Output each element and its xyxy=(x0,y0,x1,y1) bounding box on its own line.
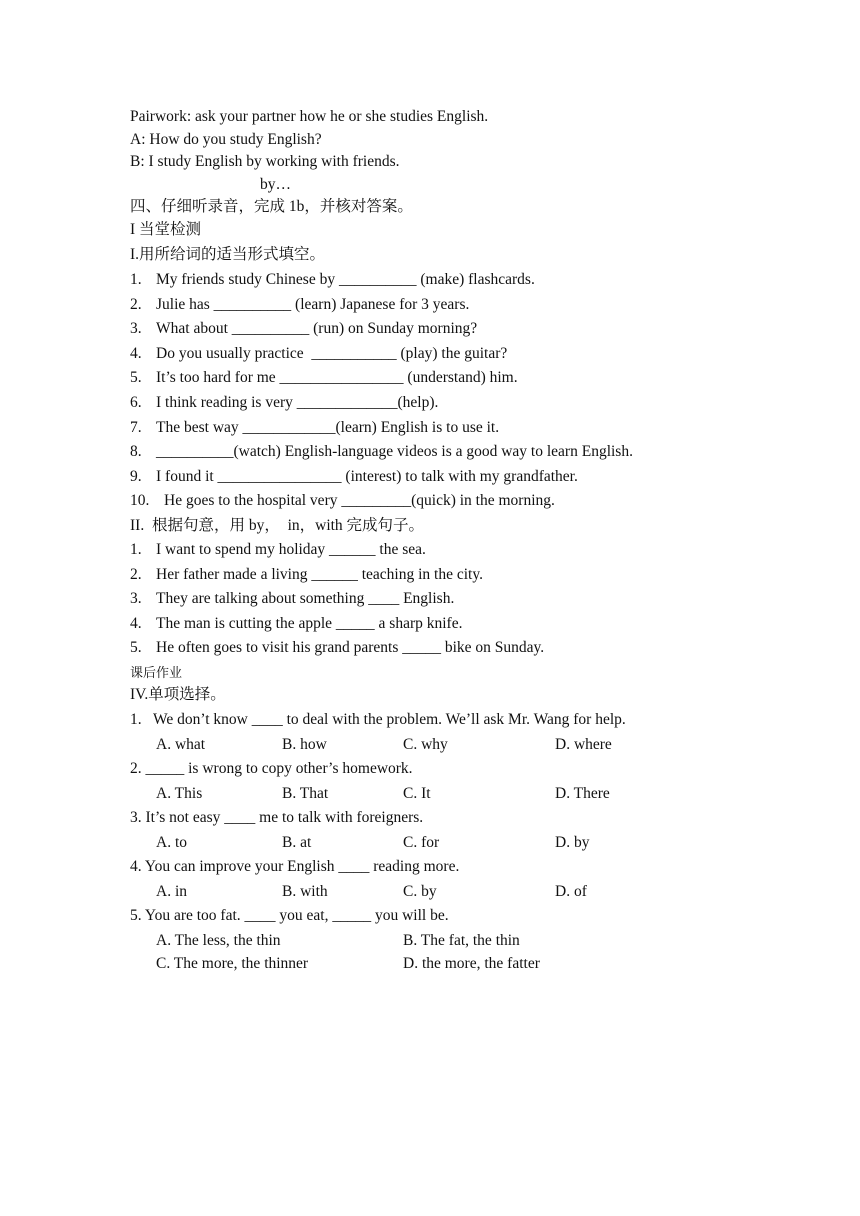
option-c: C. It xyxy=(403,785,431,802)
question-stem: 1. We don’t know ____ to deal with the problem. We’ll ask Mr. Wang for help. xyxy=(130,711,626,728)
option-d: D. where xyxy=(555,736,612,753)
part2-title: II. 根据句意，用 by， in，with 完成句子。 xyxy=(130,517,425,534)
question-stem: 3. It’s not easy ____ me to talk with foreigners. xyxy=(130,809,424,826)
item-number: 5. xyxy=(130,369,142,386)
question-stem: 4. You can improve your English ____ reading more. xyxy=(130,858,460,875)
option-c: C. by xyxy=(403,883,437,900)
in-class-check-heading: I 当堂检测 xyxy=(130,221,202,238)
option-d: D. of xyxy=(555,883,587,900)
section-four-heading: 四、仔细听录音，完成 1b，并核对答案。 xyxy=(130,198,413,215)
list-item: Her father made a living ______ teaching in the city. xyxy=(156,566,483,583)
item-number: 4. xyxy=(130,615,142,632)
option-c: C. The more, the thinner xyxy=(156,955,309,972)
option-b: B. The fat, the thin xyxy=(403,932,520,949)
option-d: D. the more, the fatter xyxy=(403,955,540,972)
list-item: They are talking about something ____ English. xyxy=(156,590,455,607)
item-number: 4. xyxy=(130,345,142,362)
homework-label: 课后作业 xyxy=(130,665,183,680)
item-number: 3. xyxy=(130,590,142,607)
dialogue-line-a: A: How do you study English? xyxy=(130,131,322,148)
item-number: 8. xyxy=(130,443,142,460)
list-item: He often goes to visit his grand parents _____ bike on Sunday. xyxy=(156,639,545,656)
item-number: 3. xyxy=(130,320,142,337)
item-number: 2. xyxy=(130,296,142,313)
option-a: A. The less, the thin xyxy=(156,932,281,949)
list-item: Julie has __________ (learn) Japanese for 3 years. xyxy=(156,296,470,313)
list-item: What about __________ (run) on Sunday morning? xyxy=(156,320,478,337)
part1-title: I.用所给词的适当形式填空。 xyxy=(130,246,326,263)
list-item: __________(watch) English-language videos is a good way to learn English. xyxy=(156,443,633,460)
item-number: 1. xyxy=(130,271,142,288)
option-c: C. for xyxy=(403,834,440,851)
item-number: 7. xyxy=(130,419,142,436)
option-b: B. with xyxy=(282,883,328,900)
list-item: It’s too hard for me ________________ (understand) him. xyxy=(156,369,518,386)
option-d: D. There xyxy=(555,785,610,802)
list-item: I want to spend my holiday ______ the sea. xyxy=(156,541,426,558)
option-a: A. what xyxy=(156,736,206,753)
item-number: 6. xyxy=(130,394,142,411)
item-number: 5. xyxy=(130,639,142,656)
list-item: I found it ________________ (interest) to talk with my grandfather. xyxy=(156,468,578,485)
list-item: The best way ____________(learn) English is to use it. xyxy=(156,419,500,436)
option-a: A. This xyxy=(156,785,203,802)
question-stem: 2. _____ is wrong to copy other’s homework. xyxy=(130,760,413,777)
list-item: I think reading is very _____________(help). xyxy=(156,394,439,411)
option-b: B. at xyxy=(282,834,312,851)
option-a: A. to xyxy=(156,834,187,851)
part4-title: IV.单项选择。 xyxy=(130,686,226,703)
item-number: 1. xyxy=(130,541,142,558)
item-number: 2. xyxy=(130,566,142,583)
question-stem: 5. You are too fat. ____ you eat, _____ you will be. xyxy=(130,907,449,924)
dialogue-line-by: by… xyxy=(260,176,291,193)
item-number: 10. xyxy=(130,492,150,509)
dialogue-line-b: B: I study English by working with friends. xyxy=(130,153,400,170)
list-item: The man is cutting the apple _____ a sharp knife. xyxy=(156,615,463,632)
item-number: 9. xyxy=(130,468,142,485)
option-b: B. how xyxy=(282,736,327,753)
pairwork-title: Pairwork: ask your partner how he or she studies English. xyxy=(130,108,489,125)
option-d: D. by xyxy=(555,834,590,851)
option-b: B. That xyxy=(282,785,329,802)
list-item: Do you usually practice ___________ (play) the guitar? xyxy=(156,345,508,362)
list-item: He goes to the hospital very _________(quick) in the morning. xyxy=(164,492,555,509)
list-item: My friends study Chinese by __________ (make) flashcards. xyxy=(156,271,535,288)
option-c: C. why xyxy=(403,736,448,753)
option-a: A. in xyxy=(156,883,187,900)
